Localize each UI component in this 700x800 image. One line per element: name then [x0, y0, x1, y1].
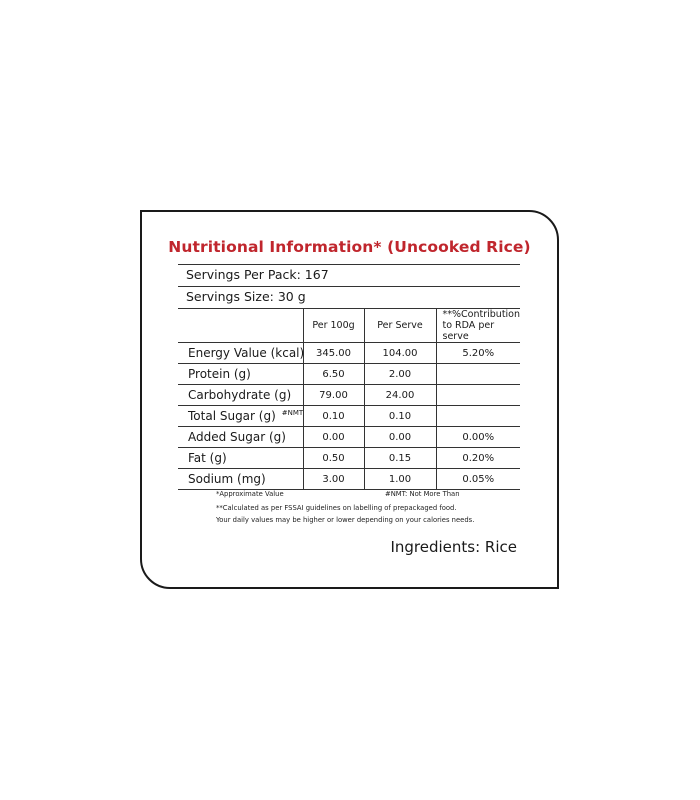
per-100g-value: 0.00: [303, 427, 364, 448]
nutrient-label: Carbohydrate (g): [188, 388, 292, 402]
per-serve-value: 2.00: [364, 364, 436, 385]
rda-value: [436, 385, 520, 406]
footnote-fssai: **Calculated as per FSSAI guidelines on labelling of prepackaged food.: [216, 504, 457, 512]
nutrition-title: Nutritional Information* (Uncooked Rice): [168, 238, 531, 256]
rda-value: 0.20%: [436, 448, 520, 469]
nutrient-name: [178, 385, 303, 406]
per-serve-value: 1.00: [364, 469, 436, 490]
nutrition-table: [178, 308, 520, 490]
per-100g-value: 0.50: [303, 448, 364, 469]
nutrient-name: [178, 448, 303, 469]
table-row: [178, 427, 520, 448]
table-row: [178, 448, 520, 469]
per-serve-value: 24.00: [364, 385, 436, 406]
per-serve-value: 0.10: [364, 406, 436, 427]
servings-per-pack: Servings Per Pack: 167: [178, 264, 520, 286]
table-row: [178, 343, 520, 364]
rda-value: [436, 406, 520, 427]
per-100g-value: 79.00: [303, 385, 364, 406]
nutrient-name: [178, 364, 303, 385]
table-row: [178, 406, 520, 427]
per-100g-value: 6.50: [303, 364, 364, 385]
footnote-daily-values: Your daily values may be higher or lower depending on your calories needs.: [216, 516, 475, 524]
nutrient-name: [178, 427, 303, 448]
table-row: [178, 385, 520, 406]
per-100g-value: 3.00: [303, 469, 364, 490]
ingredients: Ingredients: Rice: [390, 538, 517, 556]
nutrient-label: Fat (g): [188, 451, 227, 465]
nutrient-label: Added Sugar (g): [188, 430, 286, 444]
footnote-approximate: *Approximate Value: [216, 490, 284, 498]
nmt-superscript: #NMT: [281, 409, 304, 417]
header-nutrient: [178, 309, 303, 343]
rda-value: 5.20%: [436, 343, 520, 364]
table-header-row: [178, 309, 520, 343]
rda-value: [436, 364, 520, 385]
header-rda-contribution: **%Contribution to RDA per serve: [436, 309, 520, 343]
nutrition-label-card: [140, 210, 559, 589]
nutrient-label: Energy Value (kcal): [188, 346, 305, 360]
table-row: [178, 364, 520, 385]
per-100g-value: 345.00: [303, 343, 364, 364]
per-serve-value: 104.00: [364, 343, 436, 364]
per-100g-value: 0.10: [303, 406, 364, 427]
rda-value: 0.05%: [436, 469, 520, 490]
nutrient-name: [178, 469, 303, 490]
header-per-100g: Per 100g: [303, 309, 364, 343]
nutrient-name: [178, 406, 303, 427]
rda-value: 0.00%: [436, 427, 520, 448]
per-serve-value: 0.15: [364, 448, 436, 469]
nutrient-label: Sodium (mg): [188, 472, 266, 486]
footnote-nmt: #NMT: Not More Than: [385, 490, 460, 498]
table-row: [178, 469, 520, 490]
serving-size: Servings Size: 30 g: [178, 286, 520, 308]
nutrient-label: Protein (g): [188, 367, 251, 381]
per-serve-value: 0.00: [364, 427, 436, 448]
nutrient-label: Total Sugar (g): [188, 409, 276, 423]
nutrient-name: [178, 343, 303, 364]
header-per-serve: Per Serve: [364, 309, 436, 343]
